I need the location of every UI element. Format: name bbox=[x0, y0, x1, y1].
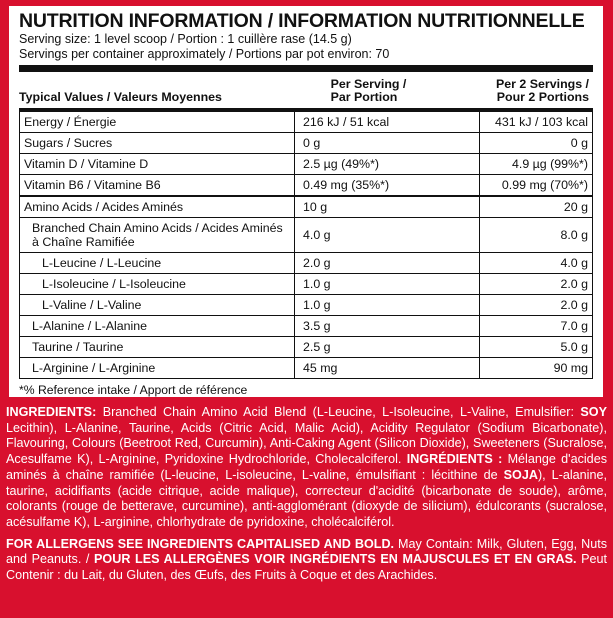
nutrient-name: L-Valine / L-Valine bbox=[20, 295, 295, 316]
per-serving-value: 216 kJ / 51 kcal bbox=[295, 112, 480, 133]
nutrient-name: L-Arginine / L-Arginine bbox=[20, 358, 295, 379]
per-2-servings-value: 20 g bbox=[480, 196, 593, 218]
divider-thick bbox=[19, 65, 593, 72]
per-2-servings-value: 8.0 g bbox=[480, 218, 593, 253]
table-row bbox=[20, 337, 593, 358]
ingredients-block bbox=[6, 405, 607, 584]
per-2-servings-value: 431 kJ / 103 kcal bbox=[480, 112, 593, 133]
nutrient-name: L-Isoleucine / L-Isoleucine bbox=[20, 274, 295, 295]
table-row bbox=[20, 274, 593, 295]
allergen-statement: FOR ALLERGENS SEE INGREDIENTS CAPITALISED AND BOLD. May Contain: Milk, Gluten, Egg, Nuts and Peanuts. / POUR LES ALLERGÈNES VOIR INGRÉDIENTS EN MAJUSCULES ET EN GRAS. Peut Contenir : du Lait, du Gluten, des Œufs, des Fruits à Coque et des Arachides. bbox=[6, 536, 608, 583]
per-2-servings-value: 90 mg bbox=[480, 358, 593, 379]
per-2-servings-value: 7.0 g bbox=[480, 316, 593, 337]
table-row bbox=[20, 218, 593, 253]
nutrient-name: Sugars / Sucres bbox=[20, 133, 295, 154]
allergen-heading-fr: POUR LES ALLERGÈNES VOIR INGRÉDIENTS EN MAJUSCULES ET EN GRAS. bbox=[94, 552, 577, 567]
nutrient-name: L-Alanine / L-Alanine bbox=[20, 316, 295, 337]
ingredients-label-fr: INGRÉDIENTS : bbox=[406, 452, 503, 467]
per-serving-value: 10 g bbox=[295, 196, 480, 218]
nutrient-name: Vitamin D / Vitamine D bbox=[20, 154, 295, 175]
reference-intake-footnote: *% Reference intake / Apport de référence bbox=[19, 383, 248, 397]
per-serving-value: 0.49 mg (35%*) bbox=[295, 175, 480, 197]
header-per-serving: Per Serving / Par Portion bbox=[330, 77, 407, 104]
panel-title: NUTRITION INFORMATION / INFORMATION NUTRITIONNELLE bbox=[19, 10, 585, 32]
table-row bbox=[20, 133, 593, 154]
nutrition-panel bbox=[9, 6, 603, 397]
nutrient-name: Vitamin B6 / Vitamine B6 bbox=[20, 175, 295, 197]
per-2-servings-value: 2.0 g bbox=[480, 274, 593, 295]
per-2-servings-value: 4.0 g bbox=[480, 253, 593, 274]
nutrition-table bbox=[19, 72, 593, 108]
header-typical-values: Typical Values / Valeurs Moyennes bbox=[19, 90, 222, 104]
ingredients-label-en: INGREDIENTS: bbox=[6, 405, 97, 419]
per-serving-value: 2.5 g bbox=[295, 337, 480, 358]
table-row bbox=[20, 253, 593, 274]
allergen-heading-en: FOR ALLERGENS SEE INGREDIENTS CAPITALISED AND BOLD. bbox=[6, 536, 395, 551]
table-row bbox=[20, 295, 593, 316]
per-serving-value: 2.0 g bbox=[295, 253, 480, 274]
table-row bbox=[20, 196, 593, 218]
serving-size: Serving size: 1 level scoop / Portion : 1 cuillère rase (14.5 g) bbox=[19, 32, 352, 46]
nutrition-rows bbox=[19, 111, 593, 379]
per-serving-value: 4.0 g bbox=[295, 218, 480, 253]
nutrient-name: Amino Acids / Acides Aminés bbox=[20, 196, 295, 218]
per-2-servings-value: 5.0 g bbox=[480, 337, 593, 358]
per-2-servings-value: 0.99 mg (70%*) bbox=[480, 175, 593, 197]
per-serving-value: 0 g bbox=[295, 133, 480, 154]
table-row bbox=[20, 175, 593, 197]
per-2-servings-value: 4.9 µg (99%*) bbox=[480, 154, 593, 175]
nutrient-name: L-Leucine / L-Leucine bbox=[20, 253, 295, 274]
allergen-soja: SOJA bbox=[503, 467, 538, 482]
allergen-soy: SOY bbox=[580, 405, 607, 419]
per-serving-value: 1.0 g bbox=[295, 274, 480, 295]
per-serving-value: 1.0 g bbox=[295, 295, 480, 316]
per-2-servings-value: 0 g bbox=[480, 133, 593, 154]
header-per-2-servings: Per 2 Servings / Pour 2 Portions bbox=[496, 77, 589, 104]
per-serving-value: 45 mg bbox=[295, 358, 480, 379]
table-row bbox=[20, 112, 593, 133]
table-row bbox=[20, 316, 593, 337]
per-serving-value: 2.5 µg (49%*) bbox=[295, 154, 480, 175]
per-serving-value: 3.5 g bbox=[295, 316, 480, 337]
nutrient-name: Energy / Énergie bbox=[20, 112, 295, 133]
nutrient-name: Taurine / Taurine bbox=[20, 337, 295, 358]
ingredients-text: INGREDIENTS: Branched Chain Amino Acid Blend (L-Leucine, L-Isoleucine, L-Valine, Emulsifier: SOY Lecithin), L-Alanine, Taurine, Acids (Citric Acid, Malic Acid), Acidity Regulator (Sodium Bicarbonate), Flavouring, Colours (Beetroot Red, Curcumin), Anti-Caking Agent (Silicon Dioxide), Sweeteners (Sucralose, Acesulfame K), L-Arginine, Pyridoxine Hydrochloride, Cholecalciferol. INGRÉDIENTS : Mélange d'acides aminés à chaîne ramifiée (L-leucine, L-isoleucine, L-valine, émulsifiant : lécithine de SOJA), L-alanine, taurine, acidifiants (acide citrique, acide malique), correcteur d'acidité (bicarbonate de soude), arôme, colorants (rouge de betterave, curcumine), anti-agglomérant (dioxyde de silicium), édulcorants (sucralose, acésulfame K), L-arginine, chlorhydrate de pyridoxine, cholécalciférol. bbox=[6, 405, 607, 529]
table-row bbox=[20, 358, 593, 379]
table-row bbox=[20, 154, 593, 175]
servings-per-container: Servings per container approximately / Portions par pot environ: 70 bbox=[19, 47, 390, 61]
nutrient-name: Branched Chain Amino Acids / Acides Aminés à Chaîne Ramifiée bbox=[20, 218, 295, 253]
per-2-servings-value: 2.0 g bbox=[480, 295, 593, 316]
